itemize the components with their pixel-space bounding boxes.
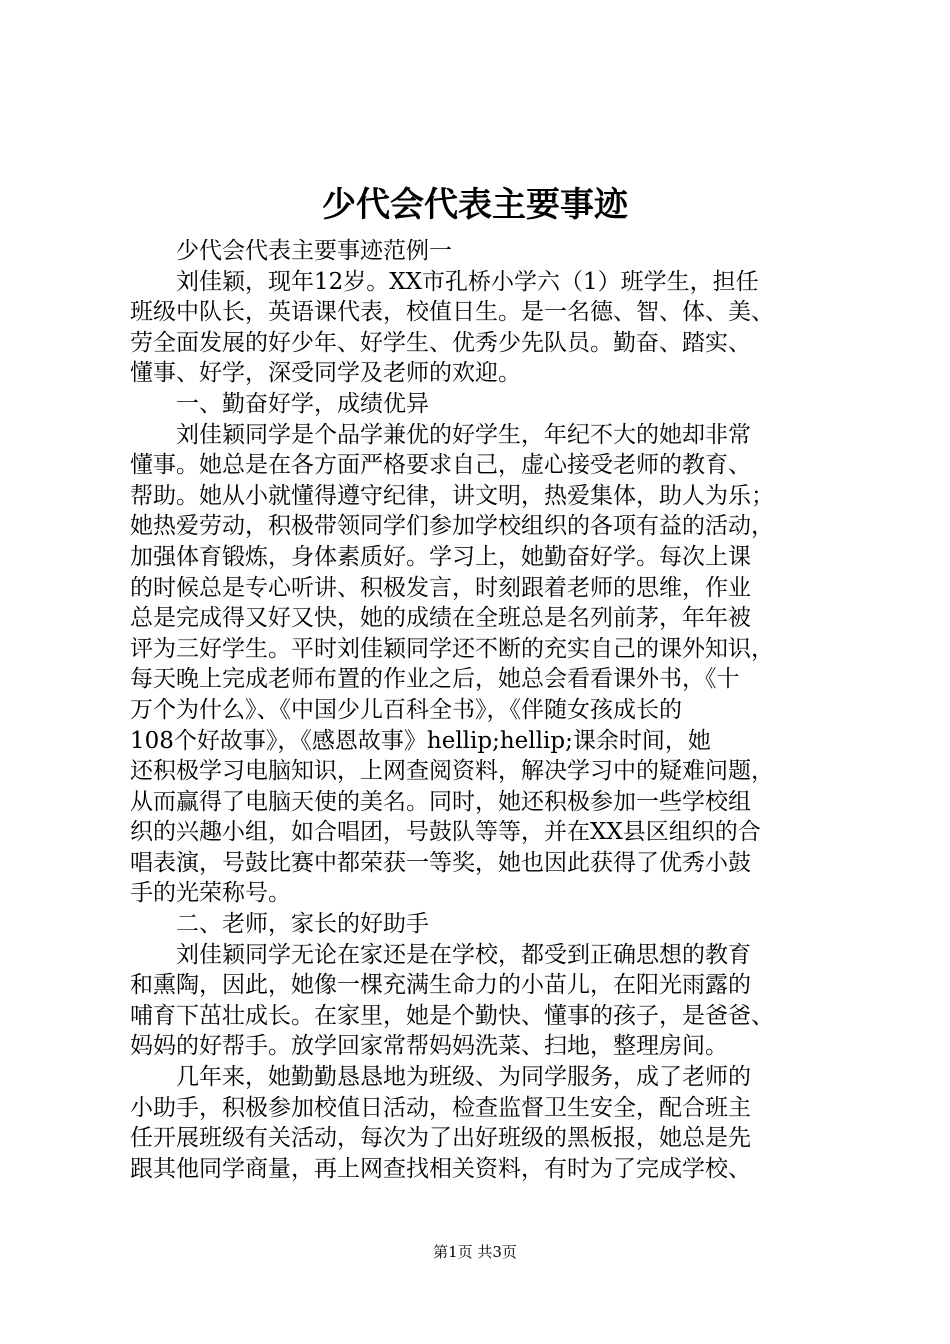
text-line: 懂事、好学，深受同学及老师的欢迎。 — [130, 360, 521, 387]
text-line: 总是完成得又好又快，她的成绩在全班总是名列前茅，年年被 — [130, 605, 751, 632]
text-line: 唱表演，号鼓比赛中都荣获一等奖，她也因此获得了优秀小鼓 — [130, 849, 751, 876]
document-body — [130, 236, 850, 1184]
text-line: 刘佳颖同学是个品学兼优的好学生，年纪不大的她却非常 — [176, 421, 751, 448]
text-line: 二、老师，家长的好助手 — [176, 911, 429, 938]
text-line: 跟其他同学商量，再上网查找相关资料，有时为了完成学校、 — [130, 1155, 751, 1182]
text-line: 的时候总是专心听讲、积极发言，时刻跟着老师的思维，作业 — [130, 574, 751, 601]
text-line: 刘佳颖同学无论在家还是在学校，都受到正确思想的教育 — [176, 941, 751, 968]
text-line: 任开展班级有关活动，每次为了出好班级的黑板报，她总是先 — [130, 1125, 751, 1152]
text-line: 和熏陶，因此，她像一棵充满生命力的小苗儿，在阳光雨露的 — [130, 972, 751, 999]
text-line: 班级中队长，英语课代表，校值日生。是一名德、智、体、美、 — [130, 299, 774, 326]
text-line: 少代会代表主要事迹范例一 — [176, 238, 452, 264]
text-line: 妈妈的好帮手。放学回家常帮妈妈洗菜、扫地，整理房间。 — [130, 1033, 728, 1060]
text-line: 织的兴趣小组，如合唱团，号鼓队等等，并在XX县区组织的合 — [130, 819, 761, 846]
text-line: 小助手，积极参加校值日活动，检查监督卫生安全，配合班主 — [130, 1094, 751, 1121]
text-line: 108个好故事》，《感恩故事》hellip;hellip;课余时间，她 — [130, 727, 711, 754]
text-line: 劳全面发展的好少年、好学生、优秀少先队员。勤奋、踏实、 — [130, 329, 751, 356]
text-line: 帮助。她从小就懂得遵守纪律，讲文明，热爱集体，助人为乐； — [130, 482, 774, 509]
page-footer: 第1页 共3页 — [433, 1243, 517, 1261]
text-line: 手的光荣称号。 — [130, 880, 291, 907]
text-line: 哺育下茁壮成长。在家里，她是个勤快、懂事的孩子，是爸爸、 — [130, 1002, 774, 1029]
document-title: 少代会代表主要事迹 — [322, 185, 628, 225]
text-line: 从而赢得了电脑天使的美名。同时，她还积极参加一些学校组 — [130, 788, 751, 815]
text-line: 她热爱劳动，积极带领同学们参加学校组织的各项有益的活动， — [130, 513, 774, 540]
text-line: 每天晚上完成老师布置的作业之后，她总会看看课外书，《十 — [130, 666, 740, 693]
text-line: 刘佳颖，现年12岁。XX市孔桥小学六（1）班学生，担任 — [176, 268, 759, 295]
text-line: 万个为什么》、《中国少儿百科全书》，《伴随女孩成长的 — [130, 696, 682, 723]
text-line: 加强体育锻炼，身体素质好。学习上，她勤奋好学。每次上课 — [130, 543, 751, 570]
text-line: 评为三好学生。平时刘佳颖同学还不断的充实自己的课外知识， — [130, 635, 774, 662]
text-line: 还积极学习电脑知识，上网查阅资料，解决学习中的疑难问题， — [130, 758, 774, 785]
text-line: 几年来，她勤勤恳恳地为班级、为同学服务，成了老师的 — [176, 1064, 751, 1091]
text-line: 一、勤奋好学，成绩优异 — [176, 390, 429, 417]
text-line: 懂事。她总是在各方面严格要求自己，虚心接受老师的教育、 — [130, 452, 751, 479]
